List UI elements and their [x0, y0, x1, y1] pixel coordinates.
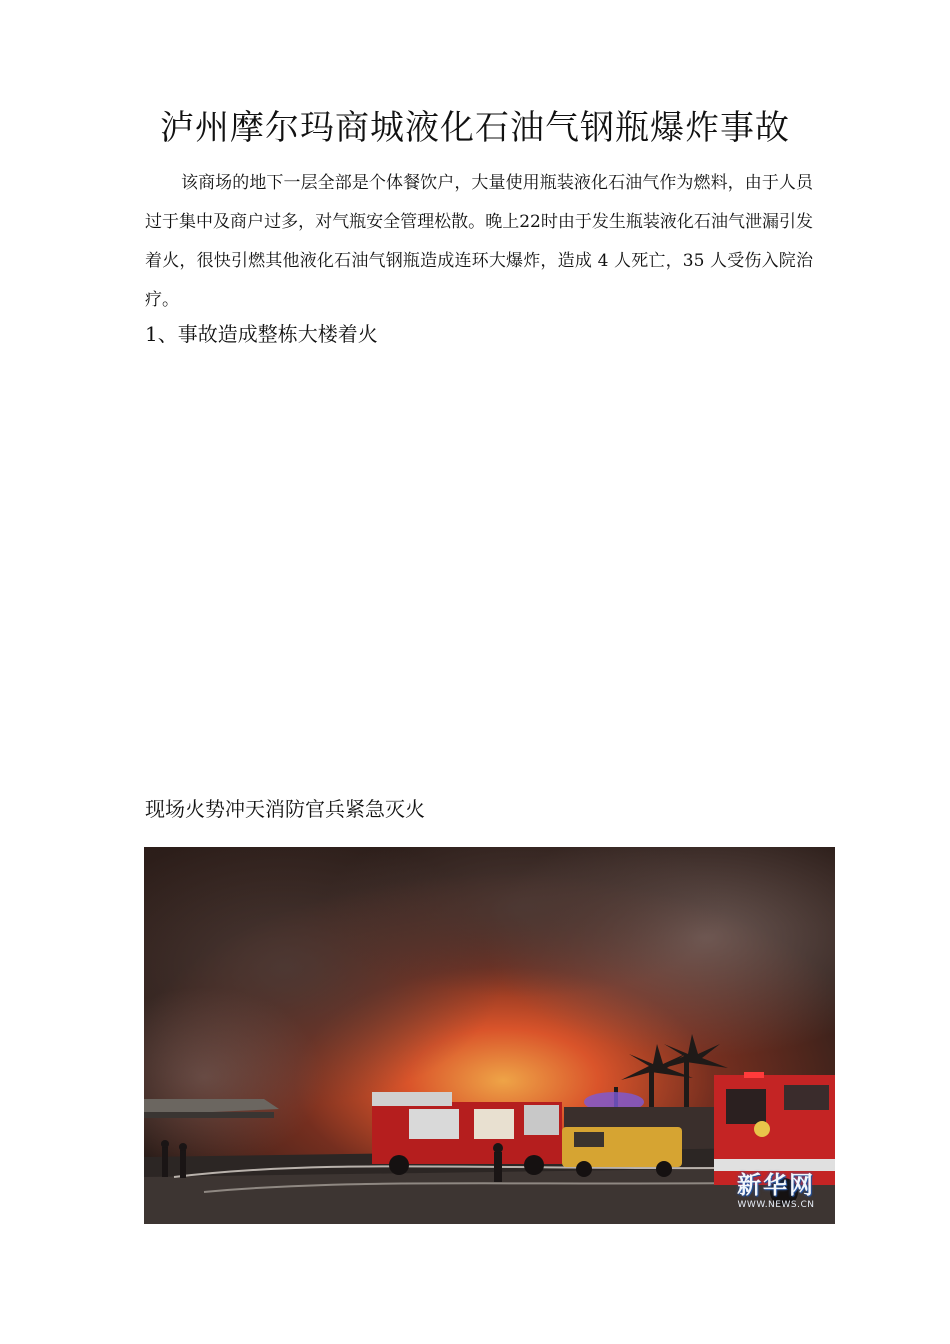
blank-image-area [145, 360, 835, 780]
section-heading: 1、事故造成整栋大楼着火 [145, 322, 378, 346]
fire-scene-photo [144, 847, 835, 1224]
watermark-logo-text: 新华网 [737, 1171, 815, 1199]
watermark-url: WWW.NEWS.CN [737, 1200, 815, 1210]
body-paragraph: 该商场的地下一层全部是个体餐饮户，大量使用瓶装液化石油气作为燃料，由于人员过于集中及商户过多，对气瓶安全管理松散。晚上22时由于发生瓶装液化石油气泄漏引发着火，很快引燃其他液化石油气钢瓶造成连环大爆炸，造成 4 人死亡，35 人受伤入院治疗。 [145, 173, 813, 310]
photo-caption: 现场火势冲天消防官兵紧急灭火 [145, 797, 425, 821]
news-watermark [737, 1165, 815, 1210]
page-title: 泸州摩尔玛商城液化石油气钢瓶爆炸事故 [160, 108, 790, 148]
